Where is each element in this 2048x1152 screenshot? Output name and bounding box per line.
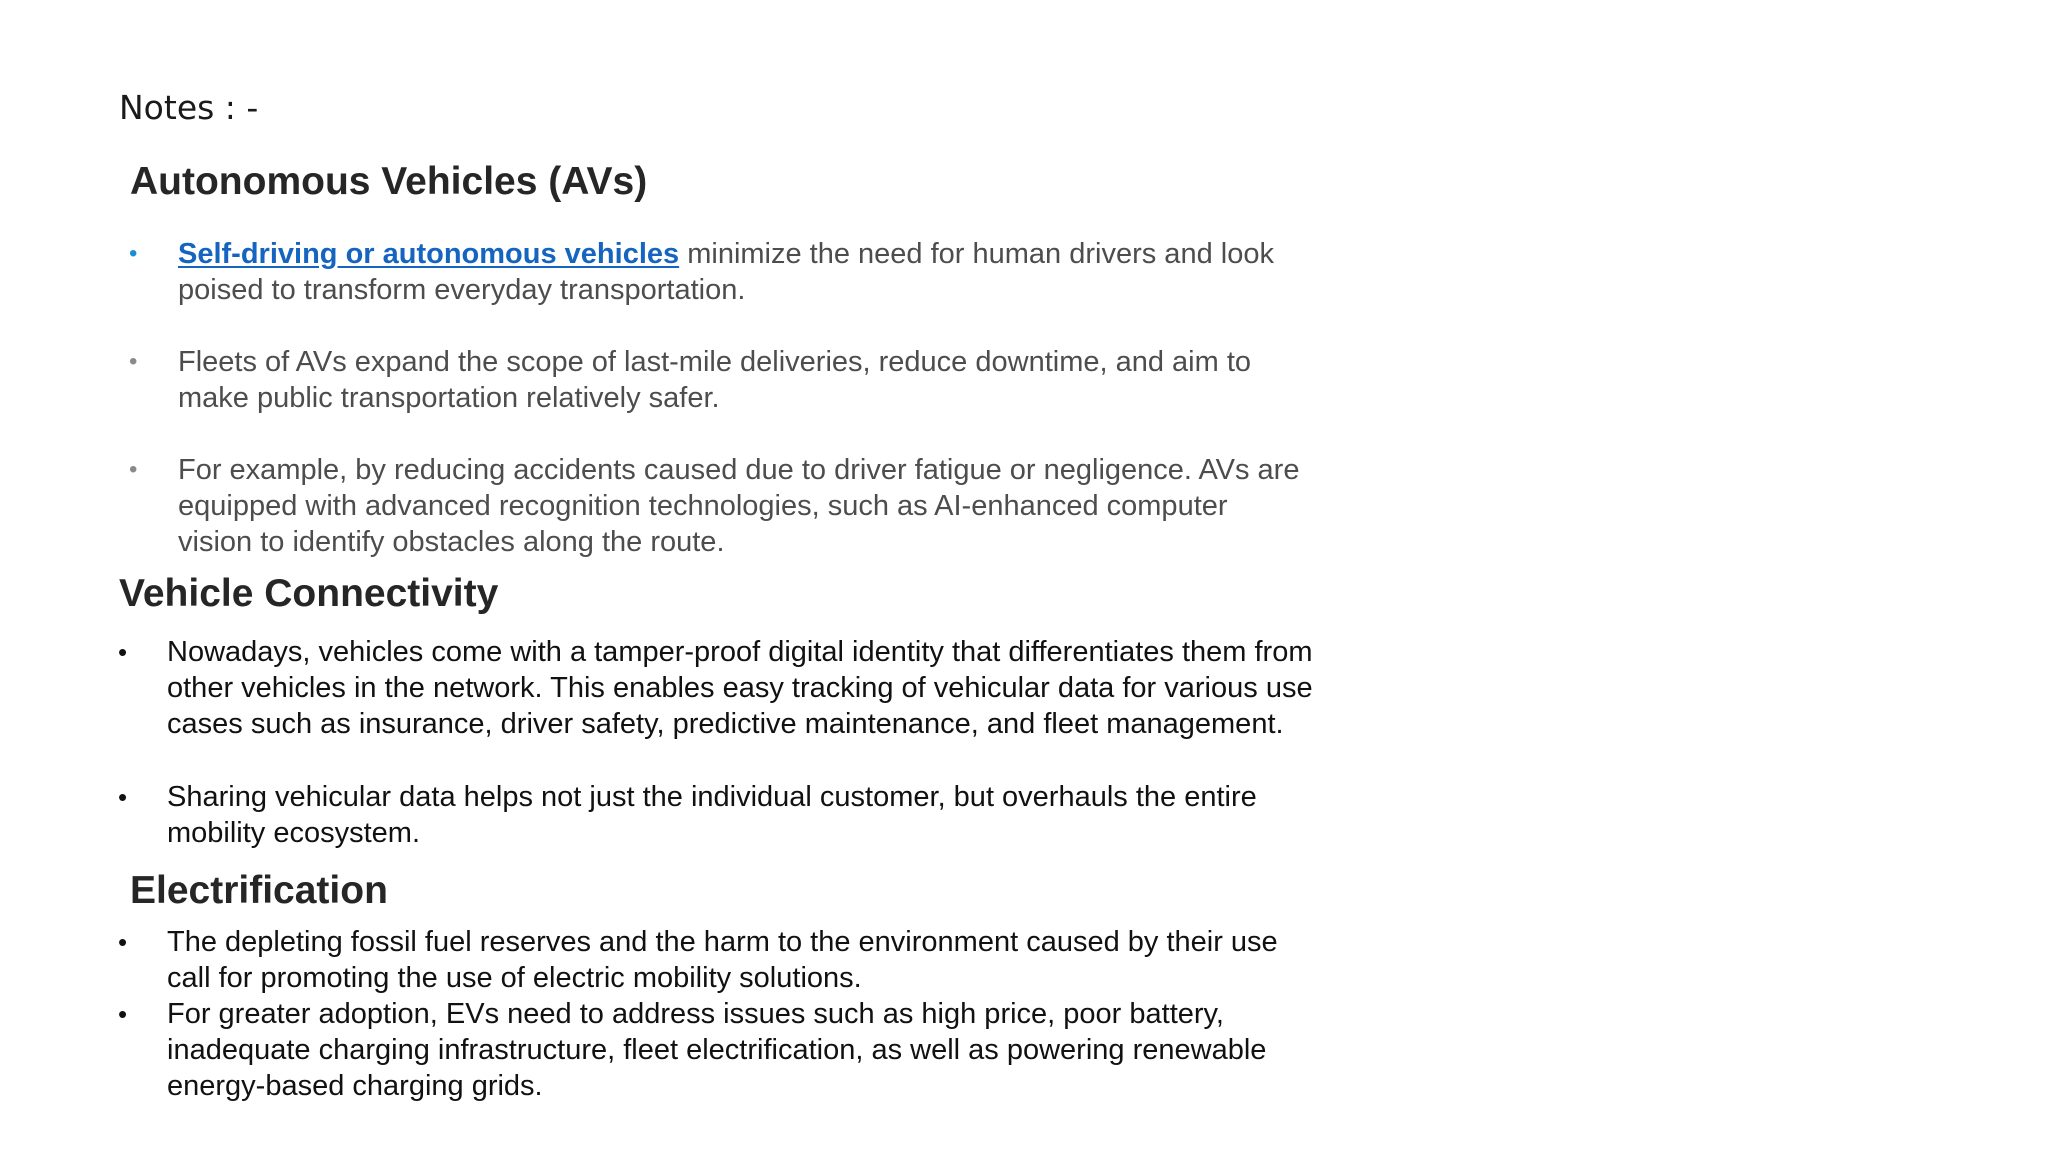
vc-item-1-text: Nowadays, vehicles come with a tamper-proof digital identity that differentiates them from other vehicles in the network. This enables easy tracking of vehicular data for various use cases such as insurance, driver safety, predictive maintenance, and fleet management. bbox=[167, 636, 1313, 740]
section-electrification-title: Electrification bbox=[130, 869, 388, 912]
bullet-icon: • bbox=[129, 348, 138, 375]
bullet-icon: • bbox=[118, 999, 128, 1029]
self-driving-link[interactable]: Self-driving or autonomous vehicles bbox=[178, 238, 680, 270]
el-item-2-text: For greater adoption, EVs need to address issues such as high price, poor battery, inadequate charging infrastructure, fleet electrification, as well as powering renewable energy-based charging grids. bbox=[167, 998, 1267, 1102]
av-item-3-text: For example, by reducing accidents caused due to driver fatigue or negligence. AVs are equipped with advanced recognition technologies, such as AI-enhanced computer vision to identify obstacles along the route. bbox=[178, 454, 1300, 558]
bullet-icon: • bbox=[118, 782, 128, 812]
av-item-1-rest: minimize the need for human drivers and look poised to transform everyday transportation. bbox=[178, 238, 1274, 306]
section-connectivity-title: Vehicle Connectivity bbox=[119, 572, 499, 615]
notes-label: Notes : - bbox=[119, 88, 259, 127]
el-item-1-text: The depleting fossil fuel reserves and the harm to the environment caused by their use call for promoting the use of electric mobility solutions. bbox=[167, 926, 1278, 994]
av-item-2-text: Fleets of AVs expand the scope of last-mile deliveries, reduce downtime, and aim to make public transportation relatively safer. bbox=[178, 346, 1252, 414]
bullet-icon: • bbox=[129, 240, 138, 267]
av-item-1-text bbox=[178, 236, 1478, 308]
bullet-icon: • bbox=[118, 637, 128, 667]
bullet-icon: • bbox=[118, 927, 128, 957]
vc-item-2-text: Sharing vehicular data helps not just the individual customer, but overhauls the entire mobility ecosystem. bbox=[167, 781, 1257, 849]
bullet-icon: • bbox=[129, 456, 138, 483]
section-autonomous-title: Autonomous Vehicles (AVs) bbox=[130, 160, 648, 203]
